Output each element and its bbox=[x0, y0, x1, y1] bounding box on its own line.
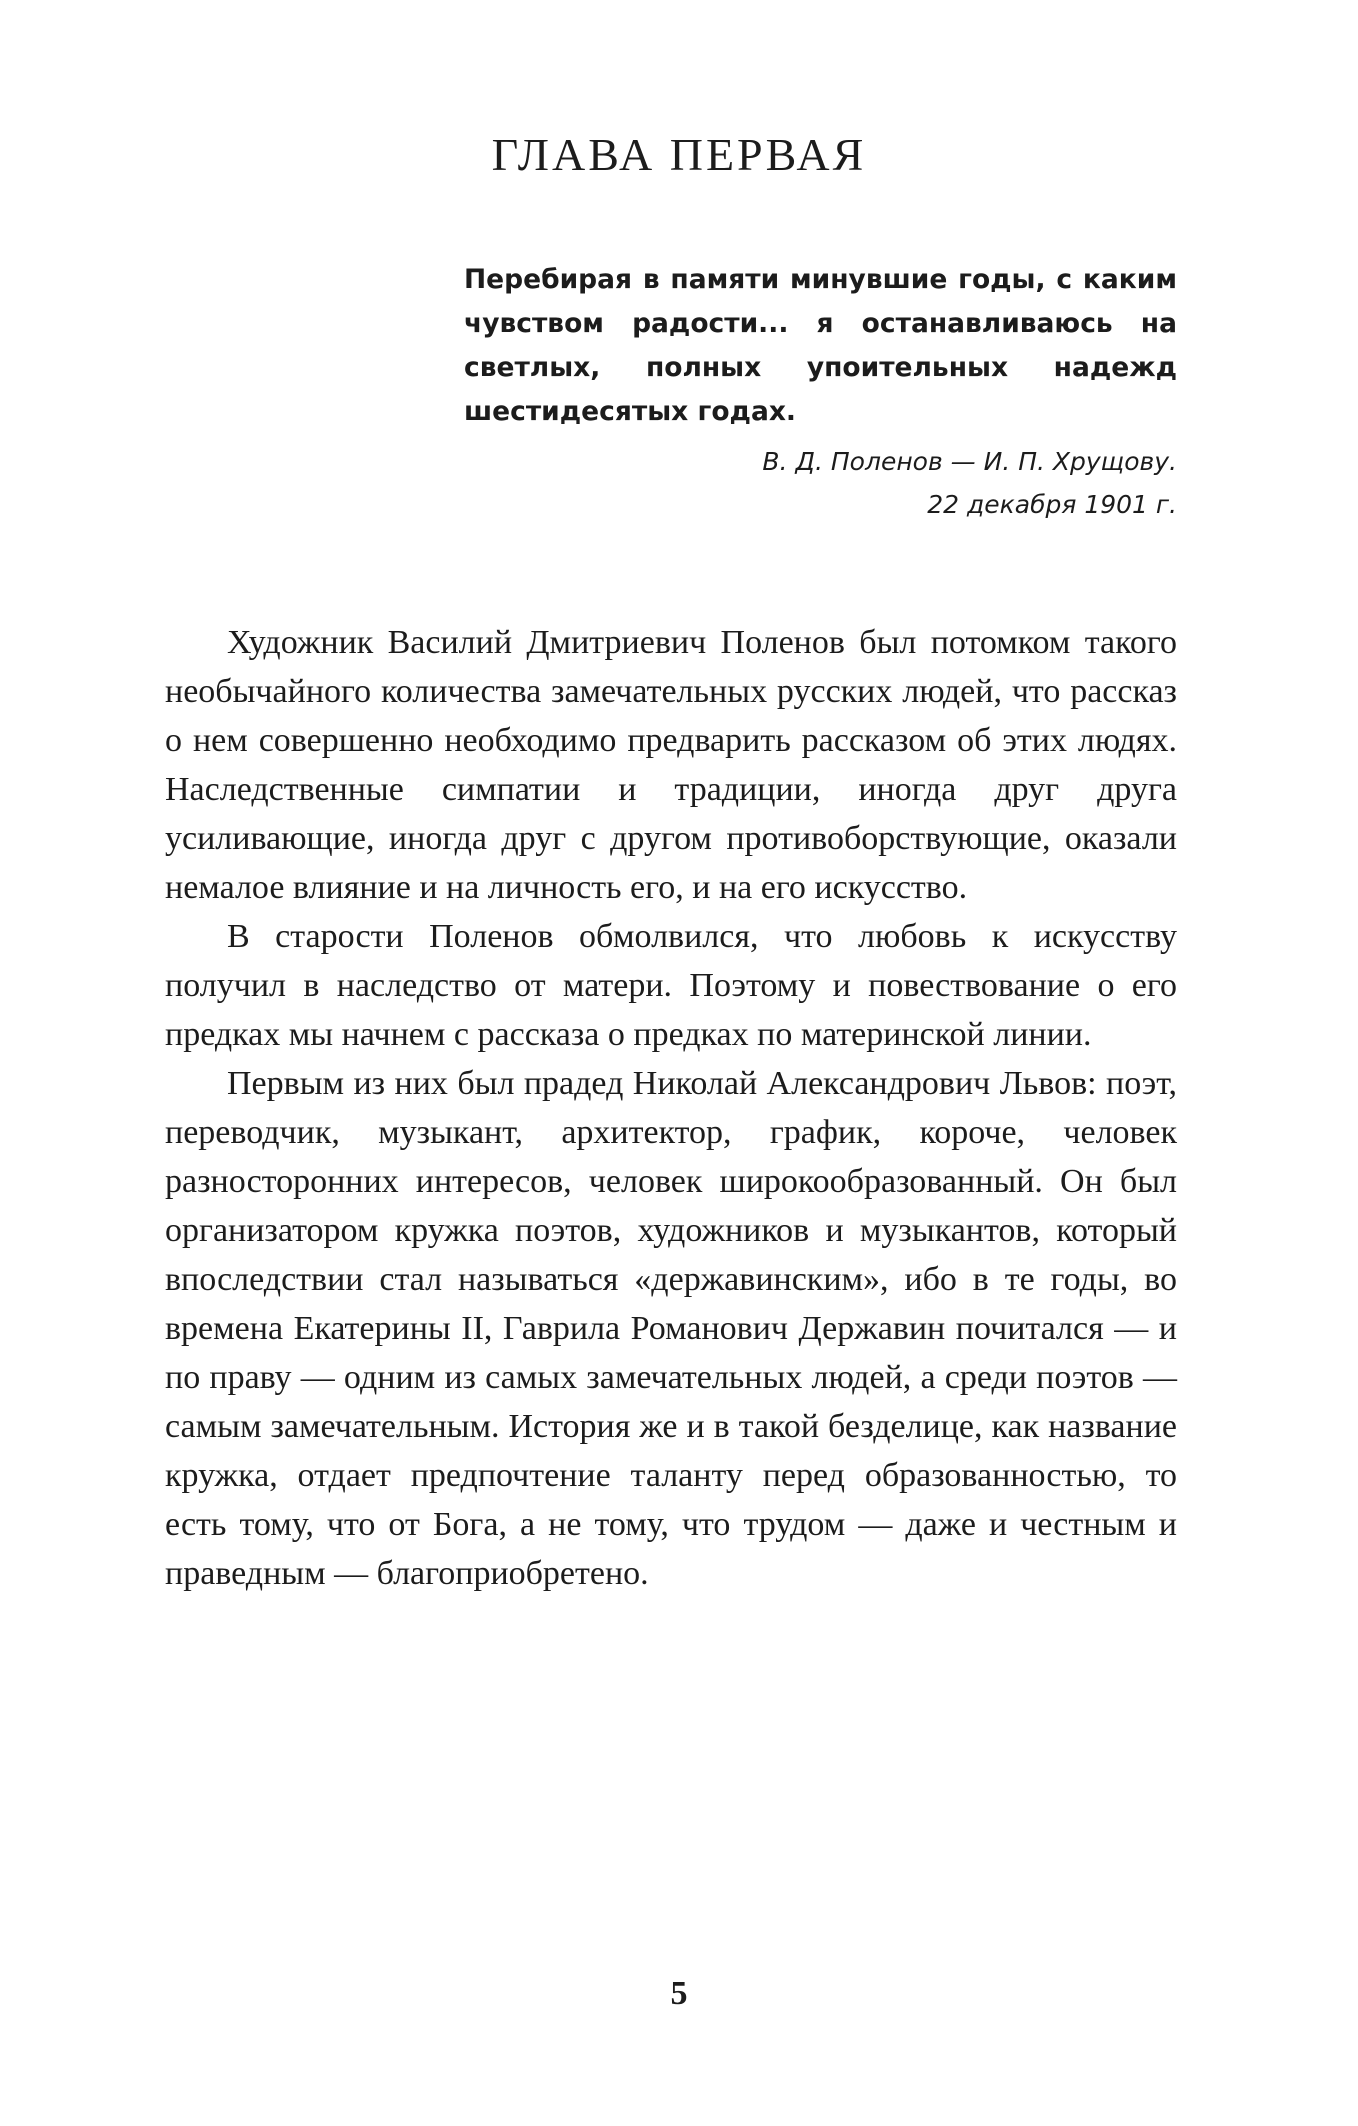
chapter-title: ГЛАВА ПЕРВАЯ bbox=[491, 129, 867, 180]
epigraph-text: Перебирая в памяти минувшие годы, с каким чувством радости... я останавливаюсь на светлых, полных упоительных надежд шестидесятых годах. bbox=[464, 264, 1177, 427]
body-paragraph: Первым из них был прадед Николай Александрович Львов: поэт, переводчик, музыкант, архитектор, график, короче, человек разносторонних интересов, человек широкообразованный. Он был организатором кружка поэтов, художников и музыкантов, который впоследствии стал называться «державинским», ибо в те годы, во времена Екатерины II, Гаврила Романович Державин почитался — и по праву — одним из самых замечательных людей, а среди поэтов — самым замечательным. История же и в такой безделице, как название кружка, отдает предпочтение таланту перед образованностью, то есть тому, что от Бога, а не тому, что трудом — даже и честным и праведным — благоприобретено. bbox=[165, 1065, 1177, 1592]
epigraph-attribution-author: В. Д. Поленов — И. П. Хрущову. bbox=[762, 447, 1177, 476]
page-number: 5 bbox=[670, 1975, 688, 2012]
epigraph-attribution-date: 22 декабря 1901 г. bbox=[927, 490, 1177, 519]
body-paragraph: Художник Василий Дмитриевич Поленов был потомком такого необычайного количества замечательных русских людей, что рассказ о нем совершенно необходимо предварить рассказом об этих людях. Наследственные симпатии и традиции, иногда друг друга усиливающие, иногда друг с другом противоборствующие, оказали немалое влияние и на личность его, и на его искусство. bbox=[165, 624, 1177, 906]
epigraph-attribution bbox=[464, 440, 1177, 526]
chapter-body bbox=[165, 618, 1177, 1598]
body-paragraph: В старости Поленов обмолвился, что любовь к искусству получил в наследство от матери. Поэтому и повествование о его предках мы начнем с рассказа о предках по материнской линии. bbox=[165, 918, 1177, 1053]
